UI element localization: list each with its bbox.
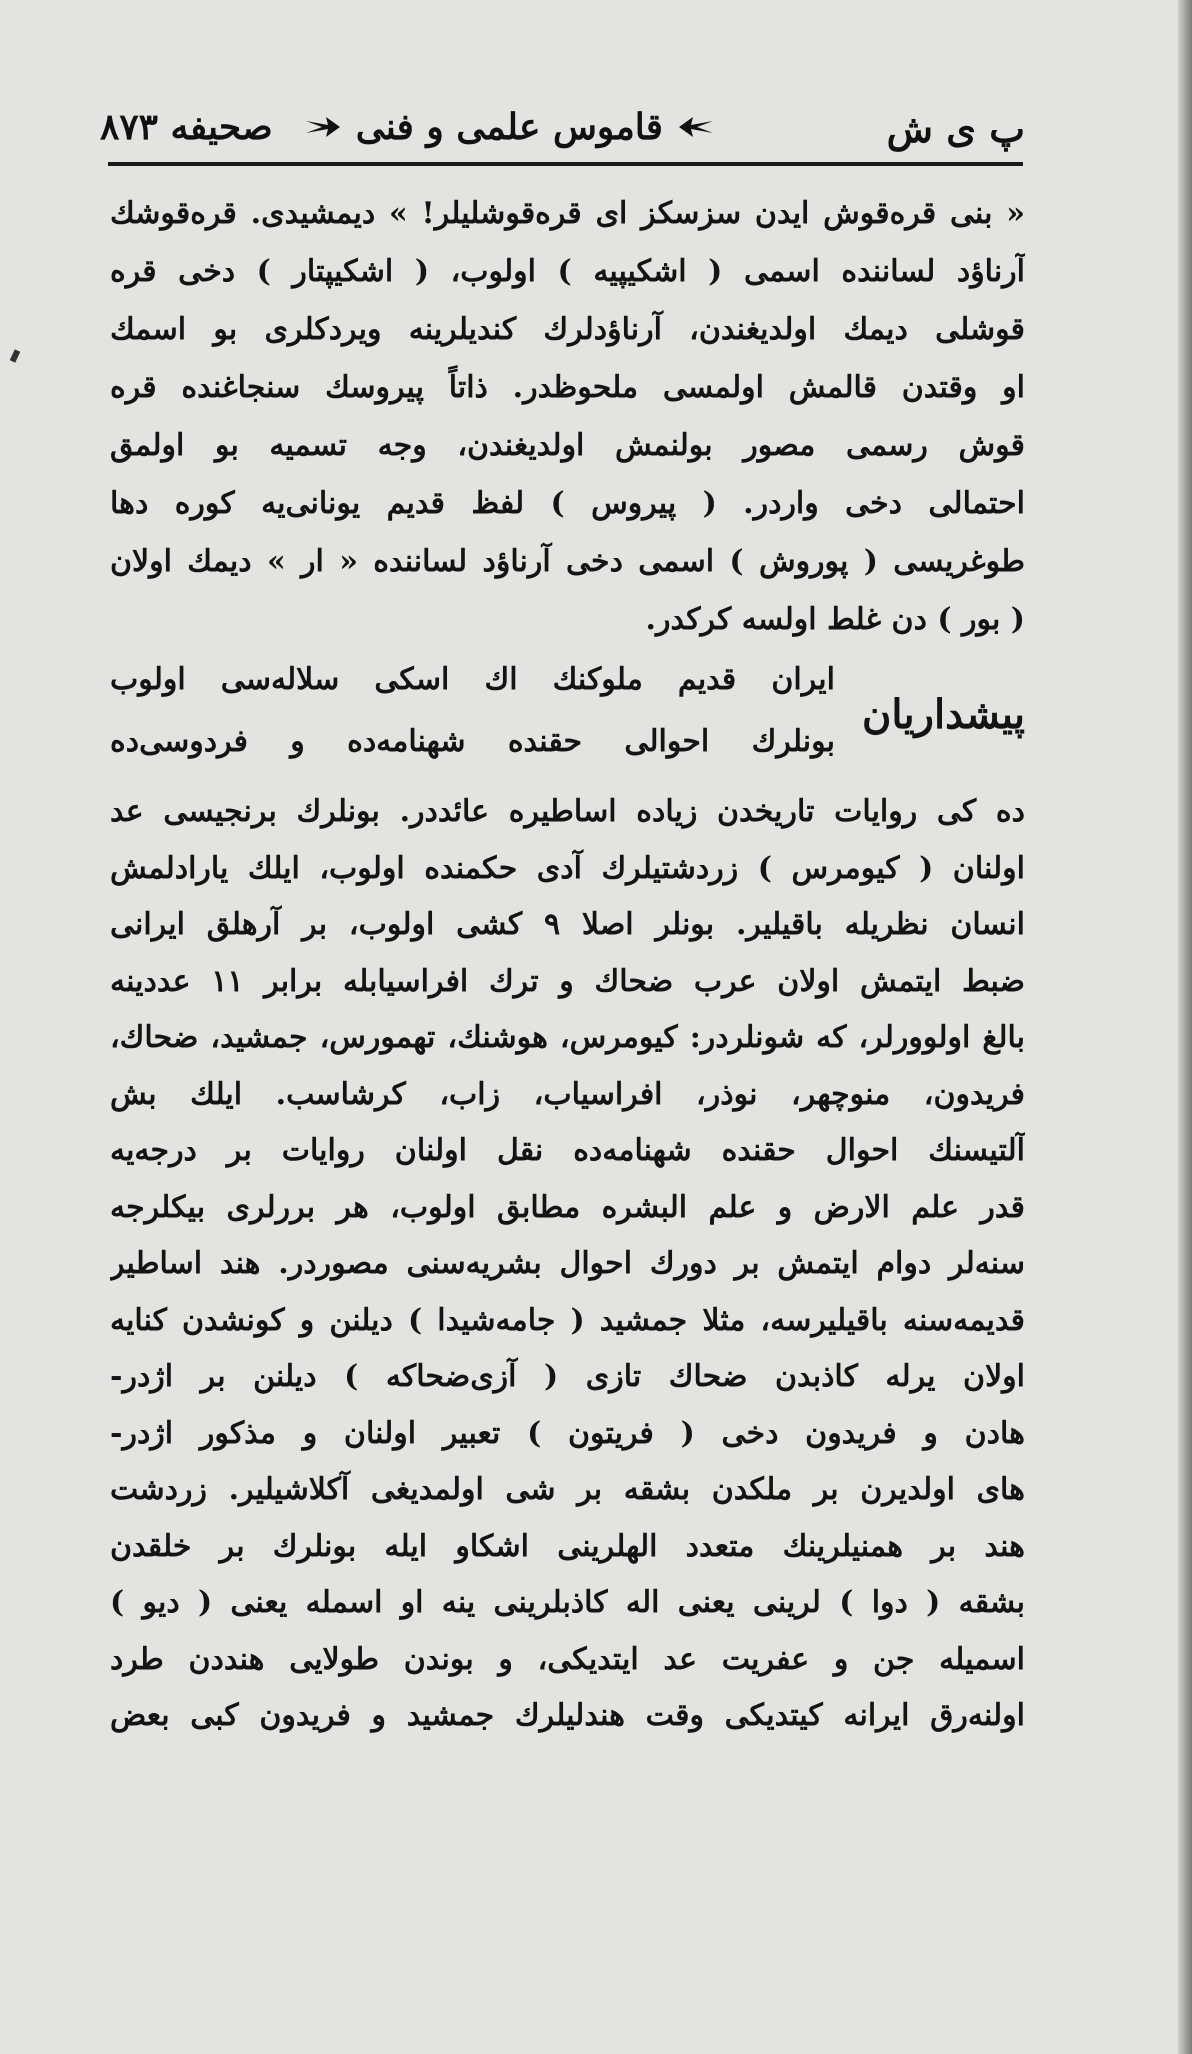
text-line: بونلرك احوالی حقنده شهنامه‌ده و فردوسی‌ده bbox=[110, 724, 835, 759]
text-line: او وقتدن قالمش اولمسی ملحوظدر. ذاتاً پیروسك سنجاغنده قره bbox=[110, 370, 1025, 405]
page-header bbox=[100, 100, 1025, 160]
text-line: هادن و فریدون دخی ( فریتون ) تعبیر اولنان و مذکور اژدر- bbox=[110, 1415, 1025, 1451]
text-line: آرناؤد لساننده اسمی ( اشکیپیه ) اولوب، ( اشکیپتار ) دخی قره bbox=[110, 254, 1025, 289]
text-line: بشقه ( دوا ) لرینی یعنی اله کاذبلرینی ینه او اسمله یعنی ( دیو ) bbox=[110, 1585, 1025, 1620]
entry-headword: پیشداریان bbox=[861, 691, 1025, 738]
text-line: اولنه‌رق ایرانه کیتدیکی وقت هندلیلرك جمشید و فریدون کبی بعض bbox=[110, 1698, 1025, 1733]
text-line: اولان یرله کاذبدن ضحاك تازی ( آزی‌ضحاکه ) دیلنن بر اژدر- bbox=[110, 1359, 1025, 1394]
text-line: احتمالی دخی واردر. ( پیروس ) لفظ قدیم یونانی‌یه کوره دها bbox=[110, 486, 1025, 521]
page-edge-shadow bbox=[1178, 0, 1192, 2054]
running-head-center bbox=[304, 106, 715, 148]
text-line: قوشلی دیمك اولدیغندن، آرناؤدلرك کندیلرینه ویردکلری بو اسمك bbox=[110, 312, 1025, 347]
text-line: آلتیسنك احوال حقنده شهنامه‌ده نقل اولنان روایات بر درجه‌یه bbox=[110, 1133, 1025, 1168]
book-title: قاموس علمی و فنی bbox=[355, 106, 663, 148]
text-line: ایران قدیم ملوکنك اك اسکی سلاله‌سی اولوب bbox=[110, 662, 835, 697]
text-line: فریدون، منوچهر، نوذر، افراسیاب، زاب، کرشاسب. ایلك بش bbox=[110, 1076, 1025, 1112]
paragraph-main bbox=[110, 784, 1025, 1745]
text-line: قدیمه‌سنه باقیلیرسه، مثلا جمشید ( جامه‌شیدا ) دیلنن و کونشدن کنایه bbox=[110, 1302, 1025, 1338]
text-line: اولنان ( کیومرس ) زردشتیلرك آدی حکمنده اولوب، ایلك یارادلمش bbox=[110, 850, 1025, 886]
text-line: قوش رسمی مصور بولنمش اولدیغندن، وجه تسمیه بو اولمق bbox=[110, 428, 1025, 463]
text-line: ( بور ) دن غلط اولسه کرکدر. bbox=[645, 602, 1025, 637]
page-number: صحیفه ۸۷۳ bbox=[100, 106, 273, 148]
paragraph-top bbox=[110, 185, 1025, 649]
text-line: اسمیله جن و عفریت عد ایتدیکی، و بوندن طولایی هنددن طرد bbox=[110, 1641, 1025, 1677]
text-line: طوغریسی ( پوروش ) اسمی دخی آرناؤد لساننده « ار » دیمك اولان bbox=[110, 544, 1025, 579]
dictionary-entry bbox=[110, 649, 1025, 784]
text-line: ده کی روایات تاریخدن زیاده اساطیره عائددر. بونلرك برنجیسی عد bbox=[110, 794, 1025, 829]
stray-ink-mark bbox=[10, 349, 21, 362]
text-line: « بنی قره‌قوش ایدن سزسکز ای قره‌قوشلیلر! » دیمشیدی. قره‌قوشك bbox=[110, 196, 1025, 231]
text-line: بالغ اولوورلر، که شونلردر: کیومرس، هوشنك، تهمورس، جمشید، ضحاك، bbox=[110, 1020, 1025, 1055]
running-head-short: پ ی ش bbox=[886, 106, 1025, 151]
entry-definition bbox=[110, 649, 835, 773]
text-line: های اولدیرن بر ملکدن بشقه بر شی اولمدیغی آکلاشیلیر. زردشت bbox=[110, 1472, 1025, 1507]
text-line: سنه‌لر دوام ایتمش بر دورك احوال بشریه‌سنی مصوردر. هند اساطیر bbox=[110, 1246, 1025, 1281]
ornament-right-icon bbox=[677, 113, 715, 141]
header-rule bbox=[108, 162, 1023, 166]
text-line: انسان نظریله باقیلیر. بونلر اصلا ۹ کشی اولوب، بر آرهلق ایرانی bbox=[110, 907, 1025, 942]
text-line: ضبط ایتمش اولان عرب ضحاك و ترك افراسیابله برابر ۱۱ عددینه bbox=[110, 963, 1025, 999]
text-line: هند بر همنیلرینك متعدد الهلرینی اشکاو ایله بونلرك بر خلقدن bbox=[110, 1528, 1025, 1564]
ornament-left-icon bbox=[304, 113, 342, 141]
article-body bbox=[110, 185, 1025, 1745]
text-line: قدر علم الارض و علم البشره مطابق اولوب، هر بررلری بیکلرجه bbox=[110, 1189, 1025, 1225]
